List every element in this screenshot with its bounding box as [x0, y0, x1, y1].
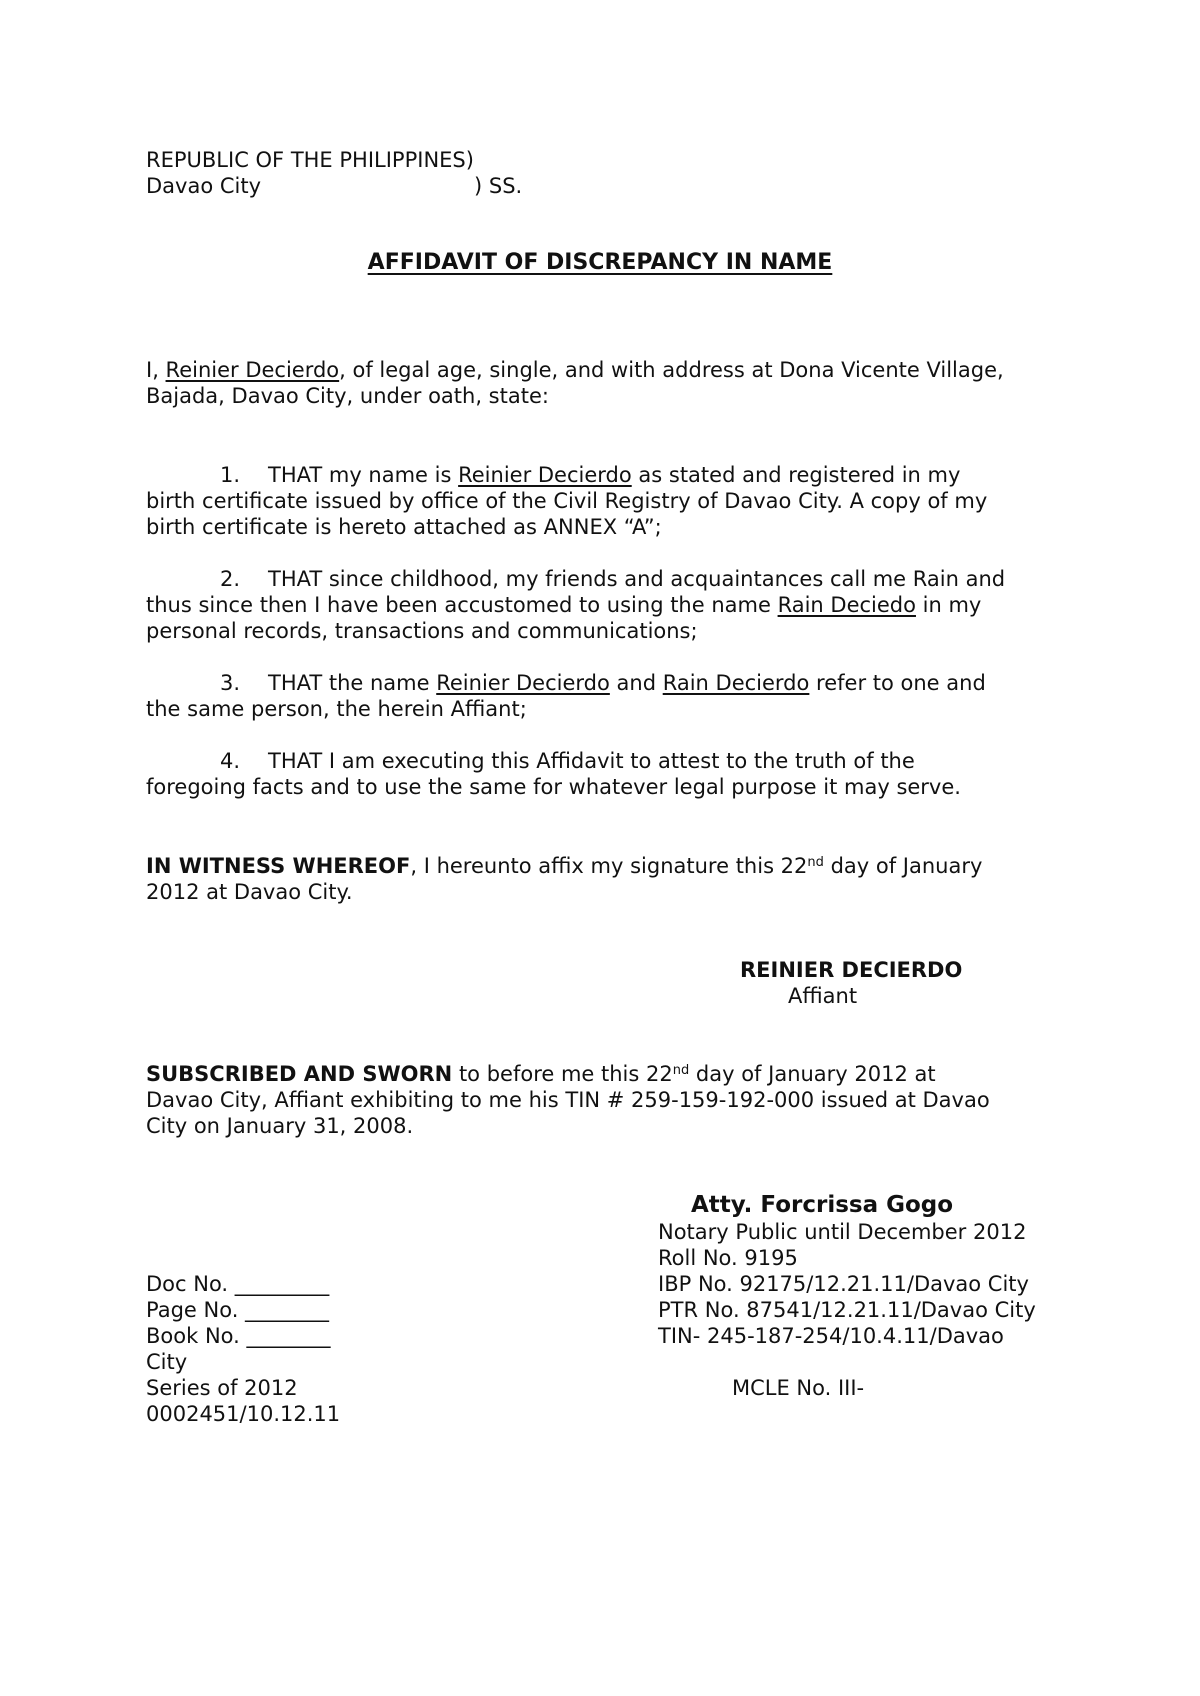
affiant-role: Affiant — [788, 984, 858, 1008]
item-3-post: refer to one and — [809, 671, 986, 695]
witness-line-1 — [146, 853, 982, 879]
item-1-pre: THAT my name is — [268, 463, 459, 487]
notary-line-1: Notary Public until December 2012 — [658, 1220, 1027, 1244]
sworn-post: day of January 2012 at — [689, 1062, 936, 1086]
sworn-line-1 — [146, 1061, 936, 1087]
item-1-line-3: birth certificate is hereto attached as ANNEX “A”; — [146, 515, 662, 539]
book-number: Book No. ________ — [146, 1324, 331, 1348]
venue-line-1: REPUBLIC OF THE PHILIPPINES) — [146, 148, 474, 172]
item-1-line-2: birth certificate issued by office of the Civil Registry of Davao City. A copy of my — [146, 489, 988, 513]
item-3-line-1 — [268, 670, 986, 696]
item-3-pre: THAT the name — [268, 671, 437, 695]
venue-city: Davao City — [146, 174, 262, 198]
doc-number: Doc No. _________ — [146, 1272, 330, 1296]
item-2-line-1: THAT since childhood, my friends and acquaintances call me Rain and — [268, 567, 1006, 591]
notary-name: Atty. Forcrissa Gogo — [691, 1192, 954, 1218]
item-1-name: Reinier Decierdo — [458, 463, 632, 487]
intro-pre: I, — [146, 358, 166, 382]
series-year: Series of 2012 — [146, 1376, 298, 1400]
mcle-code: 0002451/10.12.11 — [146, 1402, 341, 1426]
notary-line-4: PTR No. 87541/12.21.11/Davao City — [658, 1298, 1036, 1322]
sworn-pre: to before me this 22 — [452, 1062, 673, 1086]
item-1-post: as stated and registered in my — [631, 463, 961, 487]
item-2-line-2 — [146, 592, 981, 618]
item-3-mid: and — [609, 671, 663, 695]
intro-line-1 — [146, 357, 1004, 383]
item-3-line-2: the same person, the herein Affiant; — [146, 697, 527, 721]
doc-city: City — [146, 1350, 188, 1374]
item-4-number: 4. — [220, 749, 241, 773]
witness-heading: IN WITNESS WHEREOF — [146, 854, 411, 878]
sworn-sup: nd — [672, 1063, 690, 1078]
item-1-line-1 — [268, 462, 960, 488]
item-2-pre: thus since then I have been accustomed to using the name — [146, 593, 778, 617]
item-3-name-1: Reinier Decierdo — [436, 671, 610, 695]
page-number: Page No. ________ — [146, 1298, 330, 1322]
sworn-line-3: City on January 31, 2008. — [146, 1114, 414, 1138]
item-4-line-1: THAT I am executing this Affidavit to attest to the truth of the — [268, 749, 915, 773]
sworn-line-2: Davao City, Affiant exhibiting to me his TIN # 259-159-192-000 issued at Davao — [146, 1088, 990, 1112]
item-2-line-3: personal records, transactions and communications; — [146, 619, 698, 643]
witness-pre: , I hereunto affix my signature this 22 — [410, 854, 808, 878]
document-title: AFFIDAVIT OF DISCREPANCY IN NAME — [367, 250, 833, 275]
witness-sup: nd — [807, 855, 824, 870]
notary-line-3: IBP No. 92175/12.21.11/Davao City — [658, 1272, 1029, 1296]
item-2-post: in my — [915, 593, 982, 617]
affiant-name: REINIER DECIERDO — [740, 958, 963, 982]
item-2-number: 2. — [220, 567, 241, 591]
venue-ss: ) SS. — [474, 174, 523, 198]
intro-post: , of legal age, single, and with address at Dona Vicente Village, — [339, 358, 1004, 382]
venue-line-2 — [146, 173, 261, 199]
item-4-line-2: foregoing facts and to use the same for whatever legal purpose it may serve. — [146, 775, 961, 799]
item-2-name: Rain Deciedo — [777, 593, 916, 617]
notary-line-2: Roll No. 9195 — [658, 1246, 798, 1270]
affiant-name-inline: Reinier Decierdo — [165, 358, 340, 382]
notary-line-5: TIN- 245-187-254/10.4.11/Davao — [658, 1324, 1004, 1348]
notary-mcle: MCLE No. III- — [732, 1376, 865, 1400]
item-3-number: 3. — [220, 671, 241, 695]
intro-line-2: Bajada, Davao City, under oath, state: — [146, 384, 549, 408]
item-3-name-2: Rain Decierdo — [662, 671, 810, 695]
witness-line-2: 2012 at Davao City. — [146, 880, 353, 904]
sworn-heading: SUBSCRIBED AND SWORN — [146, 1062, 453, 1086]
item-1-number: 1. — [220, 463, 241, 487]
witness-post: day of January — [823, 854, 983, 878]
